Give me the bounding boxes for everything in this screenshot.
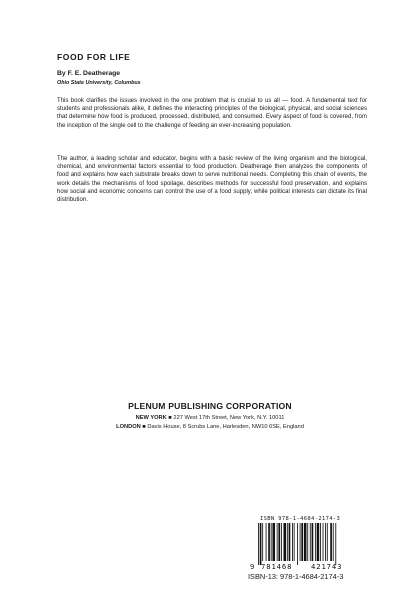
barcode-bar bbox=[284, 523, 287, 561]
barcode-bar bbox=[333, 523, 334, 561]
address-london: Davis House, 8 Scrubs Lane, Harlesden, NW10 6SE, England bbox=[147, 424, 304, 430]
publisher-address-london bbox=[0, 424, 420, 430]
description-paragraph-1: This book clarifies the issues involved in the one problem that is crucial to us all — food. A fundamental text for students and professionals alike, it defines the interacting principles of the biological, physical, and social sciences that determine how food is produced, processed, distributed, and consumed. Every aspect of food is covered, from the inception of the single cell to the challenge of feeding an ever-increasing population. bbox=[57, 98, 367, 129]
barcode-bar bbox=[294, 523, 295, 561]
city-london: LONDON bbox=[116, 424, 141, 430]
barcode-bar bbox=[268, 523, 270, 561]
barcode-bar bbox=[330, 523, 332, 561]
barcode-bar bbox=[310, 523, 311, 561]
address-newyork: 227 West 17th Street, New York, N.Y. 10011 bbox=[173, 415, 285, 421]
description-paragraph-2: The author, a leading scholar and educator, begins with a basic review of the living organism and the biological, chemical, and environmental factors essential to food production. Deatherage then analyzes the components of food and explains how each substrate breaks down to serve nutritional needs. Completing this chain of events, the work details the mechanisms of food spoilage, describes methods for successful food preservation, and explains how social and economic concerns can control the use of a food supply, while political interests can dictate its final distribution. bbox=[57, 156, 367, 204]
barcode-bar bbox=[289, 523, 291, 561]
barcode-bar bbox=[271, 523, 272, 561]
barcode-bar bbox=[292, 523, 293, 561]
barcode-bar bbox=[281, 523, 282, 561]
barcode-bar bbox=[301, 523, 303, 561]
barcode-bar bbox=[335, 523, 336, 565]
barcode-bar bbox=[304, 523, 307, 561]
barcode-bar bbox=[323, 523, 324, 561]
barcode-bar bbox=[287, 523, 288, 561]
bullet-icon: ■ bbox=[168, 415, 172, 421]
book-title: FOOD FOR LIFE bbox=[57, 52, 131, 62]
barcode-bar bbox=[317, 523, 320, 561]
publisher-address-newyork bbox=[0, 415, 420, 421]
bullet-icon: ■ bbox=[142, 424, 146, 430]
city-newyork: NEW YORK bbox=[135, 415, 167, 421]
barcode-bar bbox=[312, 523, 314, 561]
barcode-digits-left: 781468 bbox=[261, 562, 293, 571]
barcode-bar bbox=[320, 523, 321, 561]
barcode-bar bbox=[297, 523, 298, 565]
barcode-bar bbox=[315, 523, 316, 561]
barcode-bar bbox=[278, 523, 280, 561]
barcode-bar bbox=[327, 523, 328, 561]
barcode-bar bbox=[307, 523, 308, 561]
publisher-name: PLENUM PUBLISHING CORPORATION bbox=[128, 401, 292, 411]
barcode-lead-digit: 9 bbox=[250, 562, 255, 571]
barcode-bar bbox=[260, 523, 262, 565]
barcode-bar bbox=[325, 523, 326, 561]
barcode-bar bbox=[258, 523, 259, 565]
barcode-bar bbox=[266, 523, 267, 561]
barcode-icon bbox=[248, 523, 368, 571]
barcode-bar bbox=[277, 523, 278, 561]
book-author: By F. E. Deatherage bbox=[57, 70, 121, 77]
barcode-bar bbox=[300, 523, 301, 561]
barcode-digits-right: 421743 bbox=[311, 562, 343, 571]
barcode-bar bbox=[262, 523, 263, 561]
isbn-13-label: ISBN-13: 978-1-4684-2174-3 bbox=[248, 572, 344, 581]
isbn-top-label: ISBN 978-1-4684-2174-3 bbox=[260, 516, 341, 522]
barcode-bar bbox=[272, 523, 275, 561]
author-affiliation: Ohio State University, Columbus bbox=[57, 80, 141, 86]
